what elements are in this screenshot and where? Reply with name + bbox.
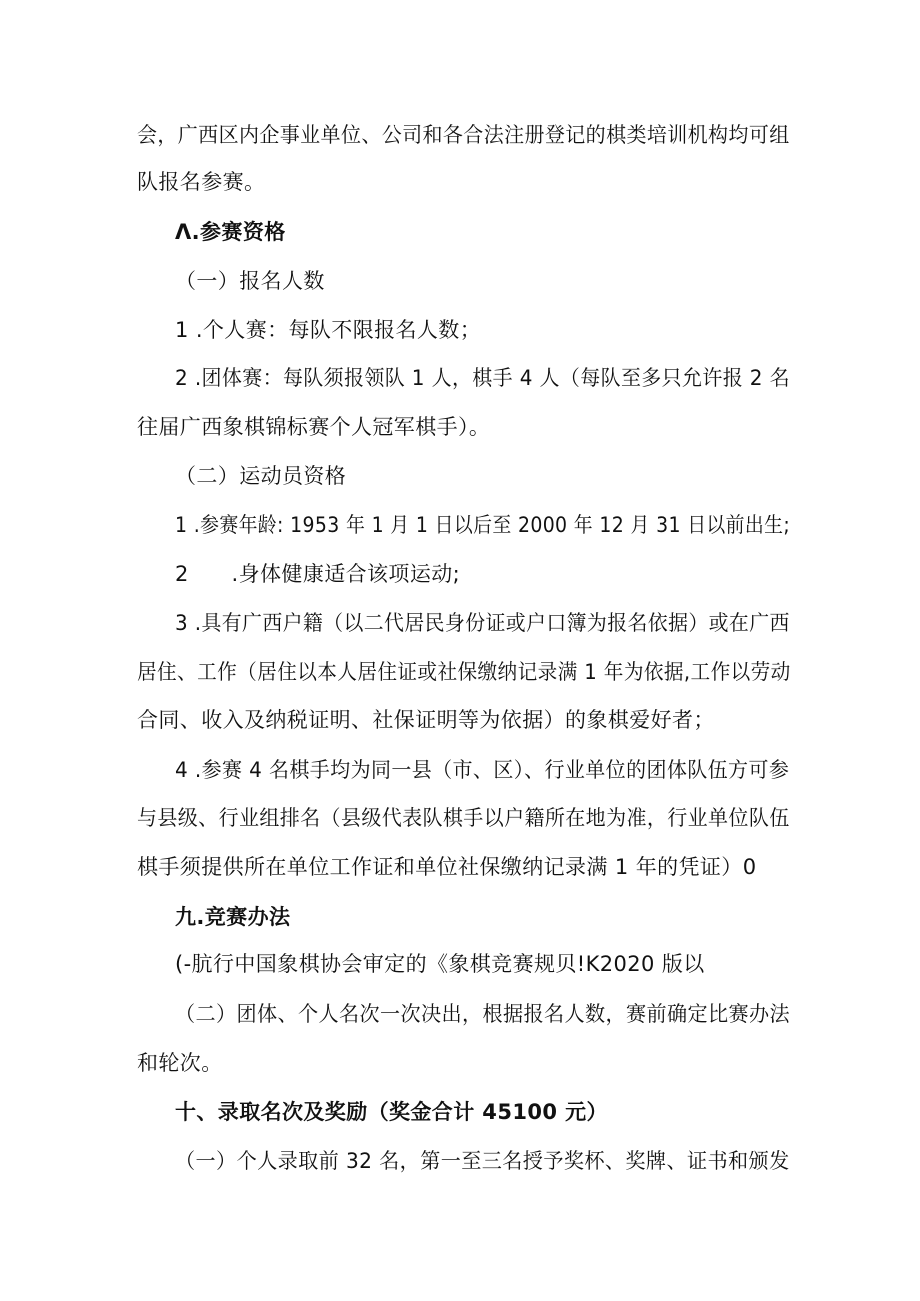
paragraph-line: 合同、收入及纳税证明、社保证明等为依据）的象棋爱好者；: [137, 708, 715, 732]
list-item: 4 .参赛 4 名棋手均为同一县（市、区）、行业单位的团体队伍方可参: [175, 758, 790, 782]
paragraph-line: 与县级、行业组排名（县级代表队棋手以户籍所在地为准，行业单位队伍: [137, 806, 790, 830]
section-heading: 九.竞赛办法: [175, 905, 291, 929]
paragraph-line: 和轮次。: [137, 1051, 223, 1075]
paragraph-line: 棋手须提供所在单位工作证和单位社保缴纳记录满 1 年的凭证）0: [137, 855, 757, 879]
list-item: 2 .团体赛：每队须报领队 1 人，棋手 4 人（每队至多只允许报 2 名: [175, 366, 790, 390]
subsection-heading: （二）运动员资格: [175, 464, 347, 488]
paragraph-line: （一）个人录取前 32 名，第一至三名授予奖杯、奖牌、证书和颁发: [175, 1149, 790, 1173]
section-heading: 十、录取名次及奖励（奖金合计 45100 元）: [175, 1100, 608, 1124]
list-item: 1 .个人赛：每队不限报名人数；: [175, 318, 482, 342]
list-item: 1 .参赛年龄: 1953 年 1 月 1 日以后至 2000 年 12 月 31 日以前出生;: [175, 513, 791, 537]
subsection-heading: （一）报名人数: [175, 269, 325, 293]
paragraph-line: 会，广西区内企事业单位、公司和各合法注册登记的棋类培训机构均可组: [137, 123, 790, 147]
paragraph-line: 往届广西象棋锦标赛个人冠军棋手）。: [137, 415, 491, 439]
list-item: 3 .具有广西户籍（以二代居民身份证或户口簿为报名依据）或在广西: [175, 611, 790, 635]
paragraph-line: (-肮行中国象棋协会审定的《象棋竞赛规贝!K2020 版以: [175, 952, 705, 976]
paragraph-line: 居住、工作（居住以本人居住证或社保缴纳记录满 1 年为依据,工作以劳动: [137, 660, 791, 684]
section-heading: Λ.参赛资格: [175, 220, 286, 244]
paragraph-line: （二）团体、个人名次一次决出，根据报名人数，赛前确定比赛办法: [175, 1002, 791, 1026]
list-item: 2 .身体健康适合该项运动;: [175, 562, 461, 586]
paragraph-line: 队报名参赛。: [137, 170, 266, 194]
